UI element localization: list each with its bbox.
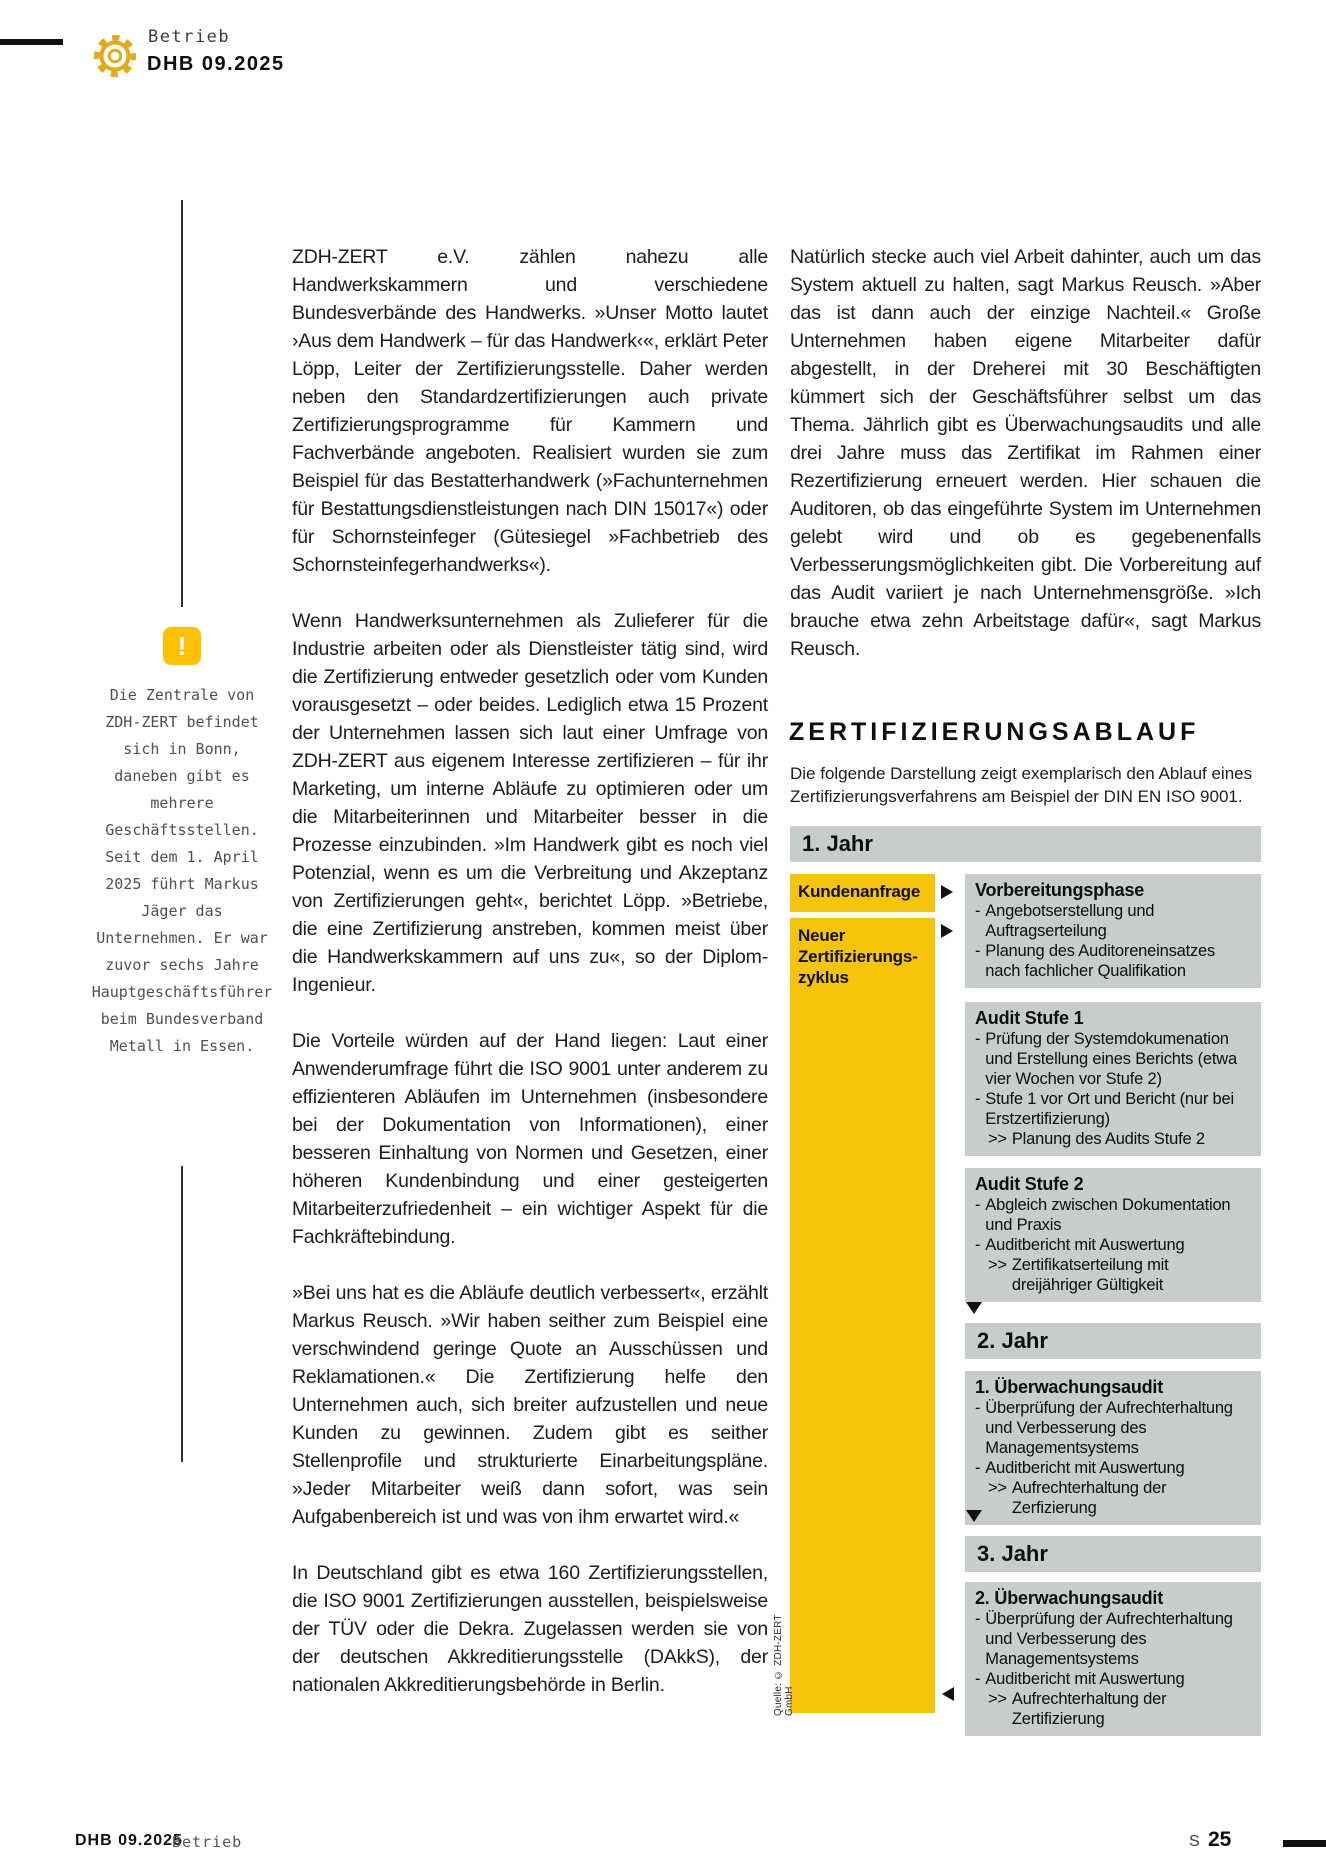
footer-page-prefix: S (1189, 1833, 1200, 1850)
flow-entry-prefix: - (975, 1090, 981, 1108)
flow-box-ueberwachungsaudit-2 (965, 1582, 1261, 1736)
article-paragraph: »Bei uns hat es die Abläufe deutlich verbessert«, erzählt Markus Reusch. »Wir haben seither zum Beispiel eine verschwindend geringe Quote an Ausschüssen und Reklamationen.« Die Zertifizierung helfe den Unternehmen auch, sich breiter aufzustellen und neue Kunden zu gewinnen. Zudem gibt es seither Stellenprofile und strukturierte Einarbeitungspläne. »Jeder Mitarbeiter weiß dann sofort, was sein Aufgabenbereich ist und was von ihm erwartet wird.« (292, 1282, 768, 1528)
flow-entry (988, 1129, 1251, 1149)
flow-entry-prefix: - (975, 1610, 981, 1628)
top-rule (0, 39, 63, 45)
arrow-right-icon (941, 924, 953, 938)
article-column-left (292, 243, 768, 1727)
flow-entry (975, 941, 1251, 981)
certification-flow-diagram (773, 826, 1261, 1728)
flow-entry-text: Überprüfung der Aufrechterhaltung und Verbesserung des Managementsystems (985, 1610, 1233, 1668)
flow-entry (975, 1089, 1251, 1129)
flow-entry-text: Überprüfung der Aufrechterhaltung und Verbesserung des Managementsystems (985, 1399, 1233, 1457)
source-credit: Quelle: © ZDH-ZERT GmbH (773, 1614, 795, 1716)
flow-entry-prefix: - (975, 902, 981, 920)
sidebar-note: Die Zentrale von ZDH-ZERT befindet sich in Bonn, daneben gibt es mehrere Geschäftsstellen. Seit dem 1. April 2025 führt Markus Jäger das Unternehmen. Er war zuvor sechs Jahre Hauptgeschäftsführer beim Bundesverband Metall in Essen. (91, 686, 273, 1055)
flow-entry (975, 1029, 1251, 1089)
footer-issue: DHB 09.2025 (75, 1832, 183, 1849)
arrow-left-icon (942, 1687, 954, 1701)
flow-box-audit-stufe-2 (965, 1168, 1261, 1302)
flow-entry-prefix: - (975, 1399, 981, 1417)
article-paragraph: In Deutschland gibt es etwa 160 Zertifizierungsstellen, die ISO 9001 Zertifizierungen ausstellen, beispielsweise der TÜV oder die Dekra. Zugelassen werden sie von der deutschen Akkreditierungsstelle (DAkkS), der nationalen Akkreditierungsbehörde in Berlin. (292, 1562, 768, 1696)
flow-entry-prefix: >> (988, 1130, 1007, 1148)
flow-entry-prefix: - (975, 1459, 981, 1477)
article-paragraph: Natürlich stecke auch viel Arbeit dahinter, auch um das System aktuell zu halten, sagt Markus Reusch. »Aber das ist dann auch der einzige Nachteil.« Große Unternehmen haben eigene Mitarbeiter dafür abgestellt, in der Dreherei mit 30 Beschäftigten kümmert sich der Geschäftsführer selbst um das Thema. Jährlich gibt es Überwachungsaudits und alle drei Jahre muss das Zertifikat im Rahmen einer Rezertifizierung erneuert werden. Hier schauen die Auditoren, ob das eingeführte System im Unternehmen gelebt wird und ob es gegebenenfalls Verbesserungsmöglichkeiten gibt. Die Vorbereitung auf das Audit variiert je nach Unternehmensgröße. »Ich brauche etwa zehn Arbeitstage dafür«, sagt Markus Reusch. (790, 246, 1261, 660)
arrow-right-icon (941, 885, 953, 899)
footer-rule (1283, 1840, 1326, 1847)
flow-entry (975, 1235, 1251, 1255)
article-paragraph: Die Vorteile würden auf der Hand liegen: Laut einer Anwenderumfrage führt die ISO 9001 unter anderem zu effizienteren Abläufen im Unternehmen (insbesondere bei der Dokumentation von Informationen), einer besseren Einhaltung von Normen und Gesetzen, einer höheren Kundenbindung und einer gesteigerten Mitarbeiterzufriedenheit – ein wichtiger Aspekt für die Fachkräftebindung. (292, 1030, 768, 1248)
section-heading: ZERTIFIZIERUNGSABLAUF (789, 718, 1200, 746)
flow-entry (975, 1398, 1251, 1458)
flow-box-vorbereitungsphase (965, 874, 1261, 988)
flow-entry-prefix: - (975, 942, 981, 960)
flow-box-ueberwachungsaudit-1 (965, 1371, 1261, 1525)
flow-entry (988, 1478, 1251, 1518)
alert-icon: ! (163, 627, 201, 665)
sidebar-rule-top (181, 200, 183, 607)
footer-page-number: 25 (1208, 1828, 1232, 1851)
year-bar-3: 3. Jahr (965, 1536, 1261, 1572)
flow-input-kundenanfrage: Kundenanfrage (790, 874, 935, 912)
flow-entry (975, 1609, 1251, 1669)
section-label: Betrieb (148, 27, 231, 47)
sidebar-rule-bottom (181, 1166, 183, 1462)
flow-box-title: Vorbereitungsphase (975, 880, 1145, 900)
footer-section: Betrieb (172, 1833, 243, 1851)
flow-entry-text: Angebotserstellung und Auftragserteilung (985, 902, 1155, 940)
arrow-down-icon (966, 1302, 982, 1314)
flow-entry-prefix: >> (988, 1256, 1007, 1274)
gear-icon (92, 33, 138, 79)
flow-entry (975, 1195, 1251, 1235)
flow-entry (975, 1458, 1251, 1478)
flow-entry-text: Aufrechterhaltung der Zerfizierung (1011, 1479, 1167, 1517)
flow-entry-text: Prüfung der Systemdokumenation und Erstellung eines Berichts (etwa vier Wochen vor Stufe 2) (985, 1030, 1237, 1088)
section-intro: Die folgende Darstellung zeigt exemplarisch den Ablauf eines Zertifizierungsverfahrens am Beispiel der DIN EN ISO 9001. (790, 764, 1253, 806)
flow-entry-prefix: - (975, 1670, 981, 1688)
article-paragraph: Wenn Handwerksunternehmen als Zulieferer für die Industrie arbeiten oder als Dienstleister tätig sind, wird die Zertifizierung entweder gesetzlich oder vom Kunden vorausgesetzt – oder beides. Lediglich etwa 15 Prozent der Unternehmen lassen sich laut einer Umfrage von ZDH-ZERT aus eigenem Interesse zertifizieren – für ihr Marketing, um interne Abläufe zu optimieren oder um die Mitarbeiterinnen und Mitarbeiter besser in die Prozesse einzubinden. »Im Handwerk gibt es noch viel Potenzial, wenn es um die Verbreitung und Akzeptanz von Zertifizierungen geht«, berichtet Löpp. »Betriebe, die eine Zertifizierung anstreben, kommen meist über die Handwerkskammern auf uns zu«, so der Diplom-Ingenieur. (292, 610, 768, 996)
flow-entry (988, 1255, 1251, 1295)
arrow-down-icon (966, 1510, 982, 1522)
article-column-right (790, 243, 1261, 691)
flow-entry-prefix: - (975, 1236, 981, 1254)
flow-entry-text: Auditbericht mit Auswertung (985, 1670, 1185, 1688)
flow-entry (975, 901, 1251, 941)
issue-label: DHB 09.2025 (147, 53, 285, 75)
flow-entry-prefix: >> (988, 1690, 1007, 1708)
flow-entry-text: Abgleich zwischen Dokumentation und Praxis (985, 1196, 1231, 1234)
flow-entry-text: Zertifikatserteilung mit dreijähriger Gültigkeit (1011, 1256, 1169, 1294)
flow-box-title: Audit Stufe 1 (975, 1008, 1084, 1028)
article-paragraph: ZDH-ZERT e.V. zählen nahezu alle Handwerkskammern und verschiedene Bundesverbände des Handwerks. »Unser Motto lautet ›Aus dem Handwerk – für das Handwerk‹«, erklärt Peter Löpp, Leiter der Zertifizierungsstelle. Daher werden neben den Standardzertifizierungen auch private Zertifizierungsprogramme für Kammern und Fachverbände angeboten. Realisiert wurden sie zum Beispiel für das Bestatterhandwerk (»Fachunternehmen für Bestattungsdienstleistungen nach DIN 15017«) oder für Schornsteinfeger (Gütesiegel »Fachbetrieb des Schornsteinfegerhandwerks«). (292, 246, 768, 576)
flow-entry-text: Planung des Audits Stufe 2 (1011, 1130, 1205, 1148)
flow-entry-prefix: - (975, 1030, 981, 1048)
flow-entry (988, 1689, 1251, 1729)
flow-entry (975, 1669, 1251, 1689)
flow-box-audit-stufe-1 (965, 1002, 1261, 1156)
flow-entry-prefix: - (975, 1196, 981, 1214)
flow-entry-text: Auditbericht mit Auswertung (985, 1236, 1185, 1254)
flow-entry-text: Auditbericht mit Auswertung (985, 1459, 1185, 1477)
flow-box-title: Audit Stufe 2 (975, 1174, 1084, 1194)
flow-box-title: 2. Überwachungsaudit (975, 1588, 1164, 1608)
flow-input-neuer-zyklus: Neuer Zertifizierungs-zyklus (790, 918, 935, 1713)
flow-entry-text: Stufe 1 vor Ort und Bericht (nur bei Erstzertifizierung) (985, 1090, 1234, 1128)
flow-entry-text: Aufrechterhaltung der Zertifizierung (1011, 1690, 1167, 1728)
flow-entry-prefix: >> (988, 1479, 1007, 1497)
year-bar-2: 2. Jahr (965, 1323, 1261, 1359)
flow-box-title: 1. Überwachungsaudit (975, 1377, 1164, 1397)
year-bar-1: 1. Jahr (790, 826, 1261, 862)
flow-entry-text: Planung des Auditoreneinsatzes nach fachlicher Qualifikation (985, 942, 1216, 980)
